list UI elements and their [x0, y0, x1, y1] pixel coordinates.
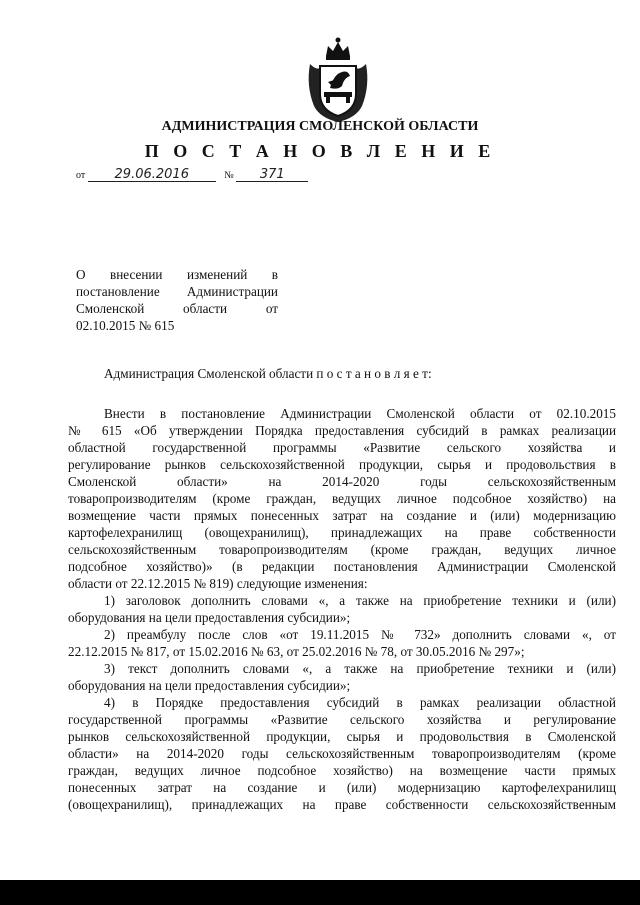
scan-bottom-border — [0, 880, 640, 905]
document-body — [68, 405, 616, 813]
body-line: граждан, ведущих личное подсобное хозяйство) на возмещение части прямых — [68, 763, 616, 778]
body-line: сельскохозяйственным товаропроизводителям (кроме граждан, ведущих личное — [68, 542, 616, 557]
body-line: области» на 2014-2020 годы сельскохозяйственным товаропроизводителям (кроме — [68, 746, 616, 761]
body-line: Смоленской области» на 2014-2020 годы сельскохозяйственным — [68, 474, 616, 489]
date-prefix: от — [76, 170, 86, 181]
body-line: № 615 «Об утверждении Порядка предоставления субсидий в рамках реализации — [68, 423, 616, 438]
smolensk-coat-of-arms-icon — [304, 36, 372, 124]
body-line: оборудования на цели предоставления субсидии»; — [68, 610, 351, 625]
body-line: регулирование рынков сельскохозяйственной продукции, сырья и продовольствия в — [68, 457, 616, 472]
body-line: товаропроизводителям (кроме граждан, ведущих личное подсобное хозяйство) на — [68, 491, 616, 506]
body-line: 2) преамбулу после слов «от 19.11.2015 № 732» дополнить словами «, от — [104, 627, 616, 642]
body-line: 3) текст дополнить словами «, а также на приобретение техники и (или) — [104, 661, 616, 676]
subject-line: 02.10.2015 № 615 — [76, 318, 175, 333]
body-line: 1) заголовок дополнить словами «, а также на приобретение техники и (или) — [104, 593, 616, 608]
subject-line: постановление Администрации — [76, 284, 278, 299]
date-number-row — [76, 168, 308, 182]
body-line: государственной программы «Развитие сельского хозяйства и регулирование — [68, 712, 616, 727]
document-subject — [76, 266, 278, 334]
document-type-title: П О С Т А Н О В Л Е Н И Е — [144, 141, 496, 161]
body-line: понесенных затрат на создание и (или) модернизацию картофелехранилищ — [68, 780, 616, 795]
body-line: возмещение части прямых понесенных затрат на создание и (или) модернизацию — [68, 508, 616, 523]
body-line: области от 22.12.2015 № 819) следующие изменения: — [68, 576, 368, 591]
document-date: 29.06.2016 — [88, 168, 216, 182]
body-line: (овощехранилищ), принадлежащих на праве собственности сельскохозяйственным — [68, 797, 616, 812]
body-line: Внести в постановление Администрации Смоленской области от 02.10.2015 — [104, 406, 616, 421]
document-number: 371 — [236, 168, 308, 182]
subject-line: О внесении изменений в — [76, 267, 278, 282]
body-line: рынков сельскохозяйственной продукции, сырья и продовольствия в Смоленской — [68, 729, 616, 744]
body-line: картофелехранилищ (овощехранилищ), принадлежащих на праве собственности — [68, 525, 616, 540]
number-prefix: № — [224, 170, 234, 181]
decree-statement: Администрация Смоленской области п о с т а н о в л я е т: — [104, 366, 432, 381]
body-line: подсобное хозяйство)» (в редакции постановления Администрации Смоленской — [68, 559, 616, 574]
organization-name: АДМИНИСТРАЦИЯ СМОЛЕНСКОЙ ОБЛАСТИ — [161, 119, 479, 134]
body-line: 4) в Порядке предоставления субсидий в рамках реализации областной — [104, 695, 616, 710]
body-line: оборудования на цели предоставления субсидии»; — [68, 678, 351, 693]
body-line: 22.12.2015 № 817, от 15.02.2016 № 63, от 25.02.2016 № 78, от 30.05.2016 № 297»; — [68, 644, 525, 659]
body-line: областной государственной программы «Развитие сельского хозяйства и — [68, 440, 616, 455]
subject-line: Смоленской области от — [76, 301, 278, 316]
